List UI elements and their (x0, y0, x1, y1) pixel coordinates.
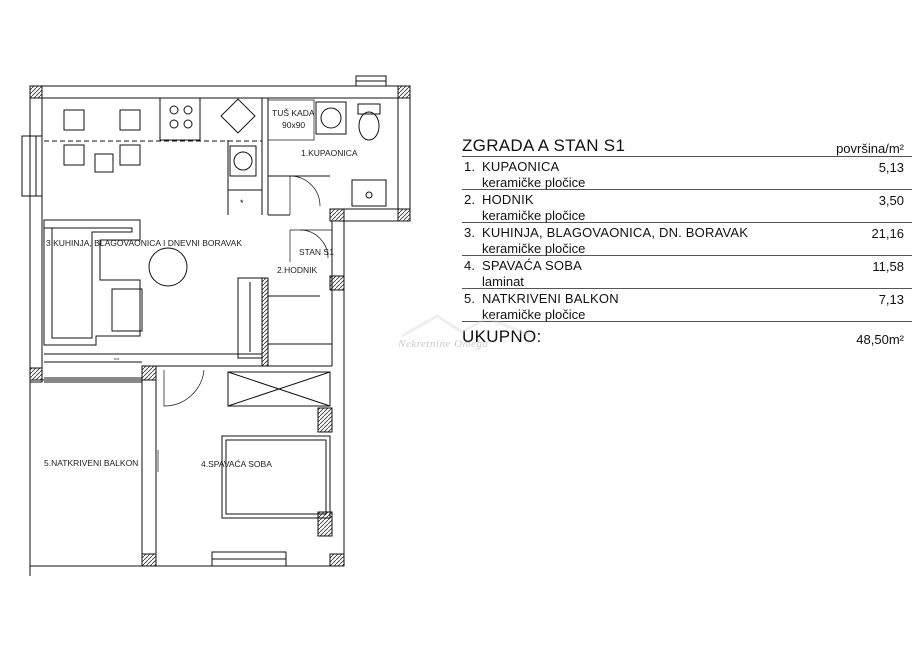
room-area: 3,50 (878, 193, 904, 208)
area-unit-header: površina/m² (836, 141, 904, 156)
label-hallway: 2.HODNIK (277, 265, 318, 275)
room-finish: keramičke pločice (482, 307, 586, 322)
balcony-outline (30, 380, 142, 566)
column (318, 408, 332, 432)
legend-room-row (462, 190, 912, 223)
outer-wall-right-bath (398, 86, 410, 221)
room-finish: keramičke pločice (482, 241, 586, 256)
room-name: KUPAONICA (482, 159, 560, 174)
room-number: 2. (464, 192, 476, 207)
room-finish: keramičke pločice (482, 208, 586, 223)
total-label: UKUPNO: (462, 327, 542, 346)
label-bathroom: 1.KUPAONICA (301, 148, 358, 158)
column (330, 554, 344, 566)
room-number: 4. (464, 258, 476, 273)
label-bedroom: 4.SPAVAĆA SOBA (201, 459, 272, 469)
label-bath-tub-size: 90x90 (282, 120, 306, 130)
room-number: 5. (464, 291, 476, 306)
column (398, 209, 410, 221)
column (398, 86, 410, 98)
room-finish: keramičke pločice (482, 175, 586, 190)
total-area: 48,50m² (856, 332, 904, 347)
window (22, 136, 42, 196)
legend-header (462, 130, 912, 157)
room-name: NATKRIVENI BALKON (482, 291, 619, 306)
room-number: 3. (464, 225, 476, 240)
room-area: 11,58 (872, 259, 904, 274)
column (142, 366, 156, 380)
room-name: SPAVAĆA SOBA (482, 258, 582, 273)
column (330, 209, 344, 221)
column (30, 86, 42, 98)
label-bath-tub: TUŠ KADA (272, 108, 315, 118)
legend-room-row (462, 256, 912, 289)
room-name: KUHINJA, BLAGOVAONICA, DN. BORAVAK (482, 225, 749, 240)
label-balcony: 5.NATKRIVENI BALKON (44, 458, 139, 468)
room-number: 1. (464, 159, 476, 174)
label-living: 3.KUHINJA, BLAGOVAONICA I DNEVNI BORAVAK (46, 238, 243, 248)
legend-title: ZGRADA A STAN S1 (462, 136, 626, 155)
room-name: HODNIK (482, 192, 534, 207)
column (30, 368, 42, 380)
label-unit: STAN S1 (299, 247, 334, 257)
column (142, 554, 156, 566)
room-finish: laminat (482, 274, 524, 289)
legend-room-row (462, 223, 912, 256)
outer-wall-left (30, 86, 42, 382)
svg-text:⇔: ⇔ (112, 353, 121, 363)
watermark-text: Nekretnine Omega (398, 338, 489, 350)
room-area: 7,13 (878, 292, 904, 307)
svg-text:*: * (240, 198, 244, 208)
outer-wall-top (30, 86, 410, 98)
room-area: 21,16 (871, 226, 904, 241)
legend-room-row (462, 157, 912, 190)
room-area: 5,13 (878, 160, 904, 175)
